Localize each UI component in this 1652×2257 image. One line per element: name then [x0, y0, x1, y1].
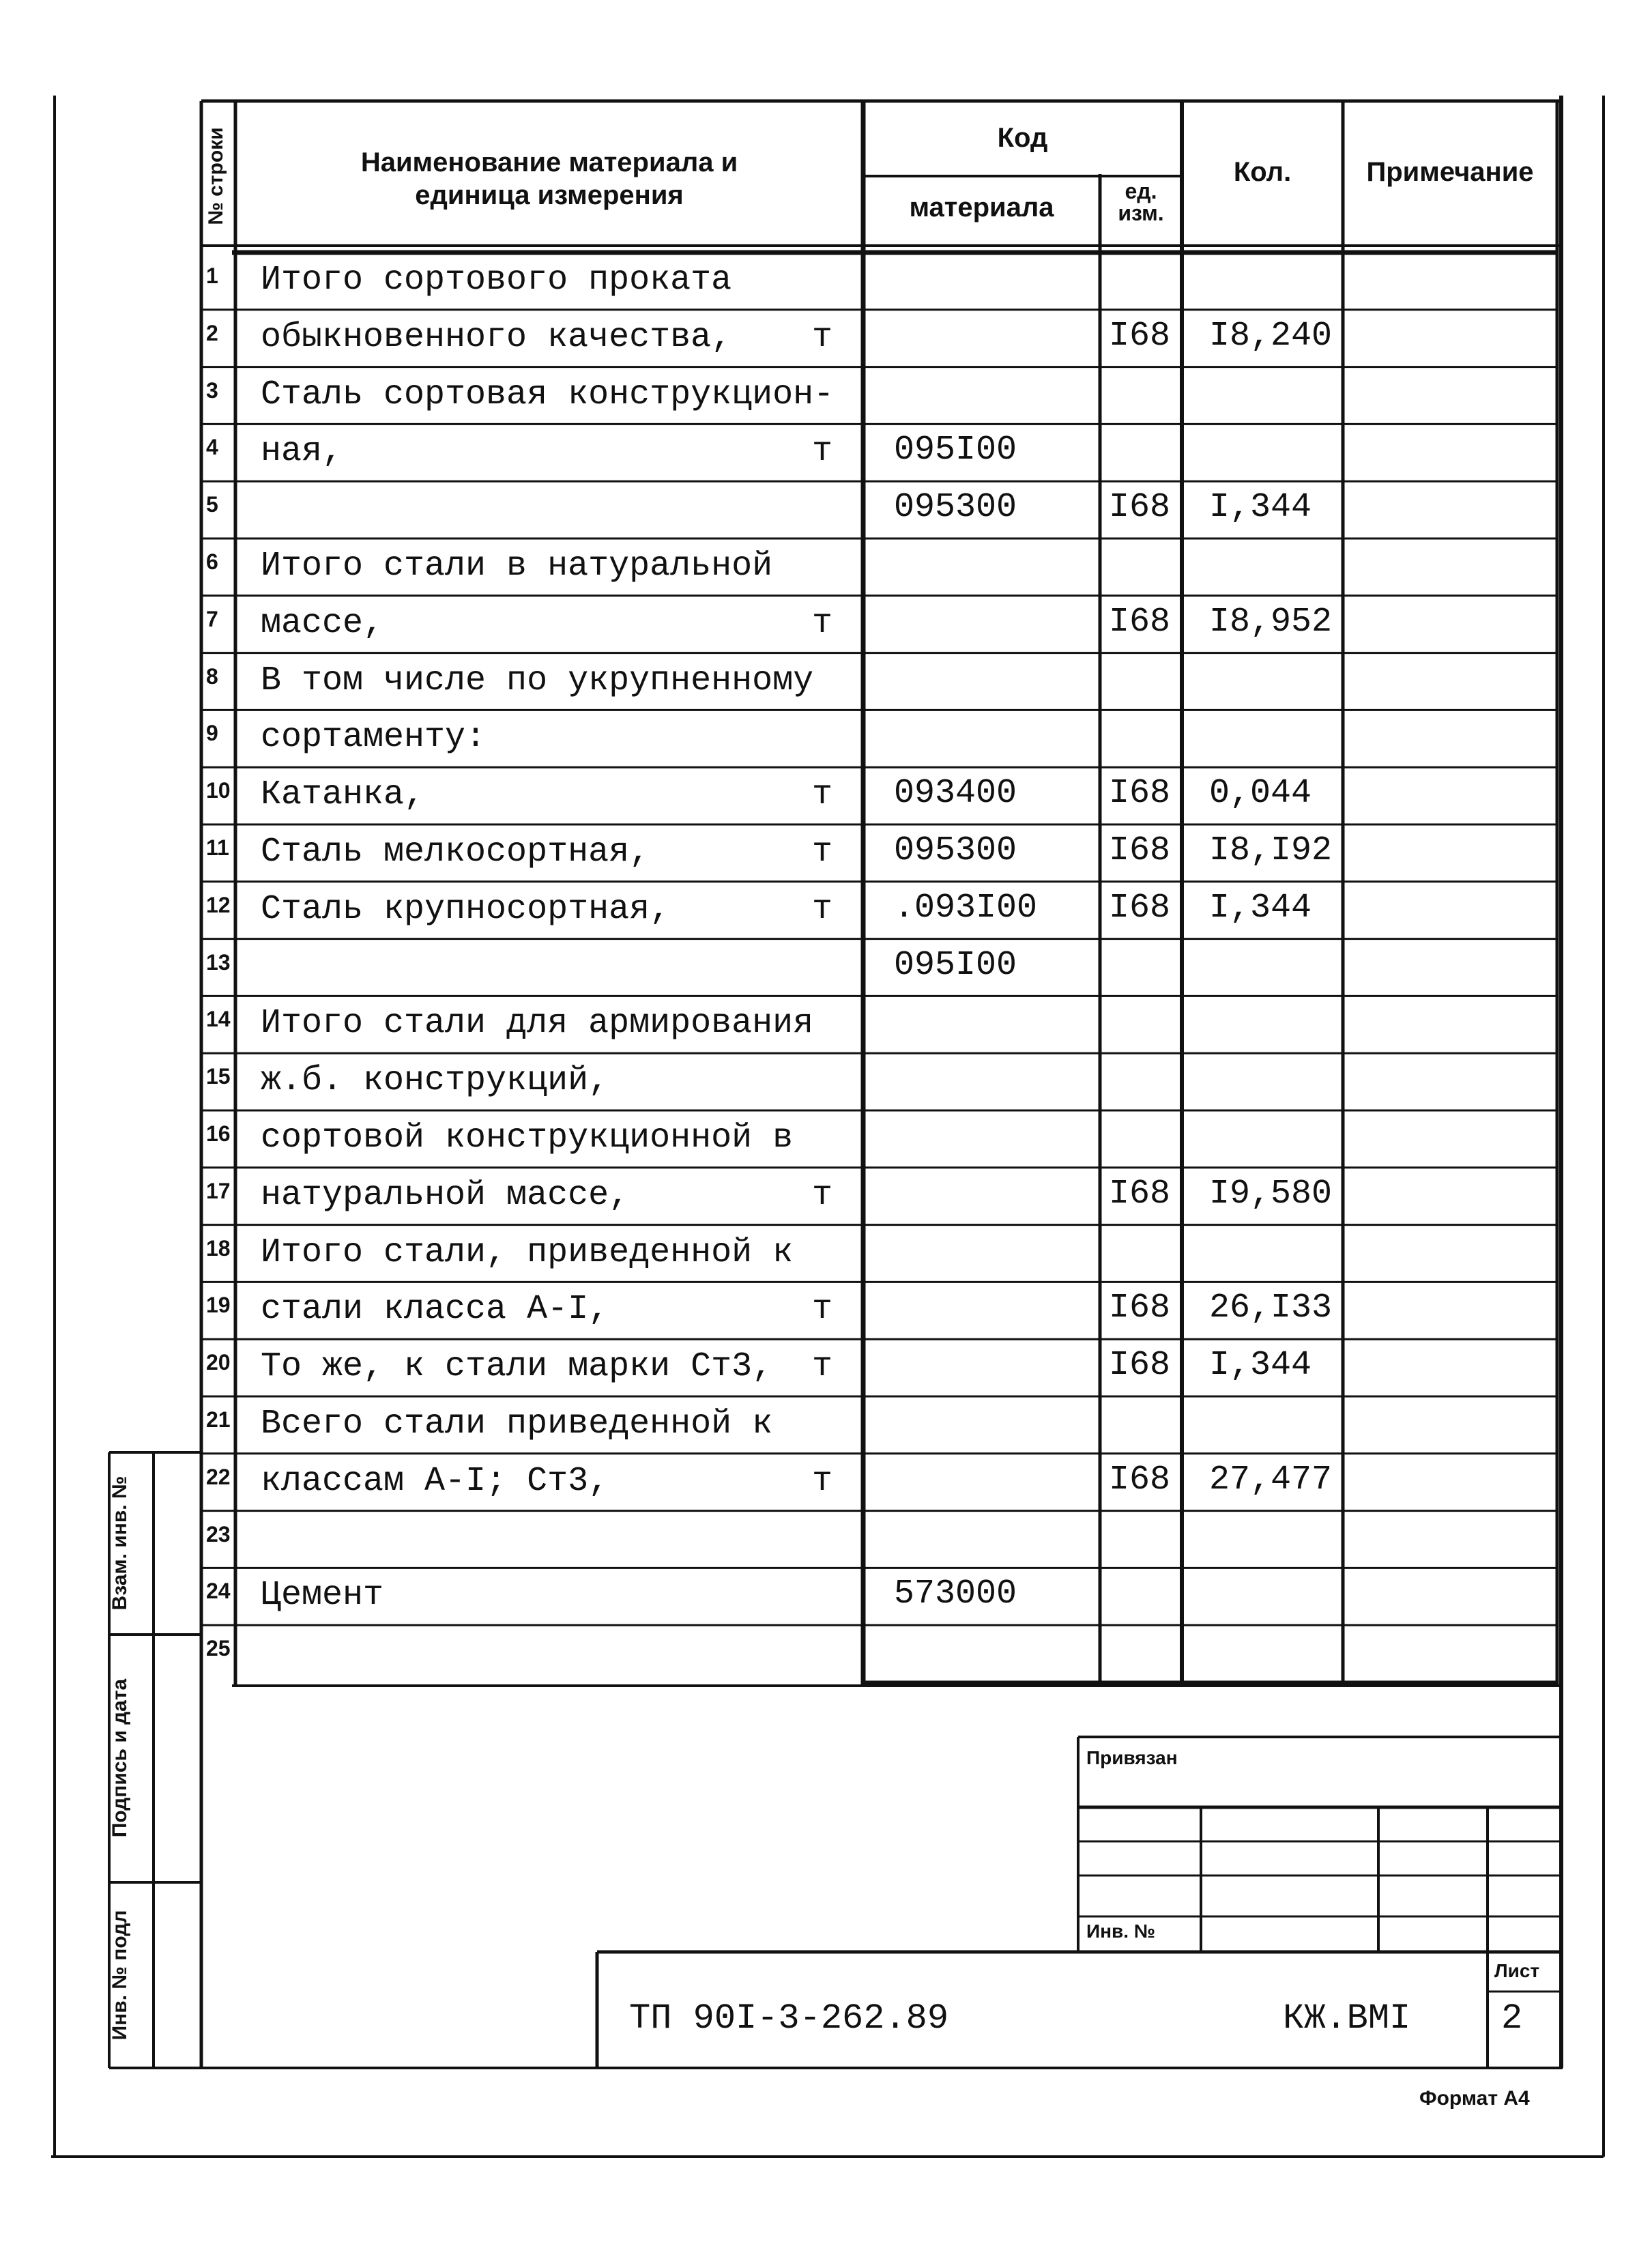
row-number: 16 — [206, 1121, 231, 1146]
row-number: 24 — [206, 1579, 231, 1604]
quantity: I,344 — [1209, 488, 1312, 528]
unit-code: I68 — [1109, 488, 1171, 528]
row-number: 7 — [206, 606, 218, 631]
material-code: 095I00 — [894, 431, 1017, 470]
row-number: 2 — [206, 320, 218, 345]
inventory-number-label: Инв. № — [1086, 1921, 1156, 1942]
measure-unit: т — [812, 889, 833, 929]
measure-unit: т — [812, 1290, 833, 1329]
unit-code: I68 — [1109, 1174, 1171, 1213]
measure-unit: т — [812, 317, 833, 357]
row-number: 14 — [206, 1007, 231, 1032]
row-number: 5 — [206, 492, 218, 517]
measure-unit: т — [812, 1175, 833, 1215]
row-number: 10 — [206, 778, 231, 803]
row-number: 12 — [206, 892, 231, 917]
row-number: 19 — [206, 1293, 231, 1318]
quantity: 0,044 — [1209, 774, 1312, 814]
material-name: натуральной массе, — [261, 1175, 630, 1215]
row-number: 9 — [206, 721, 218, 746]
unit-header-line1: ед. — [1125, 179, 1157, 203]
code-header: Код — [997, 123, 1048, 153]
material-name: классам А-I; Ст3, — [261, 1461, 609, 1501]
quantity: I8,240 — [1209, 316, 1333, 356]
name-header-line1: Наименование материала и — [360, 147, 738, 177]
material-code: 573000 — [894, 1575, 1017, 1614]
replaced-inventory-label: Взам. инв. № — [108, 1476, 131, 1611]
row-number: 22 — [206, 1464, 231, 1489]
quantity: I,344 — [1209, 888, 1312, 928]
document-designation: ТП 90I-3-262.89 — [629, 1998, 949, 2039]
material-code-header: материала — [909, 192, 1054, 222]
measure-unit: т — [812, 432, 833, 472]
row-number: 21 — [206, 1407, 231, 1432]
row-number: 3 — [206, 377, 218, 403]
material-code: 095300 — [894, 831, 1017, 870]
material-name: Сталь крупносортная, — [261, 889, 671, 929]
unit-code: I68 — [1109, 888, 1171, 928]
original-inventory-label: Инв. № подл — [108, 1910, 131, 2041]
row-number: 23 — [206, 1521, 231, 1547]
material-name: обыкновенного качества, — [261, 317, 732, 357]
material-name: ж.б. конструкций, — [261, 1061, 609, 1101]
quantity: I8,952 — [1209, 602, 1333, 642]
unit-header-line2: изм. — [1118, 201, 1164, 225]
material-code: 095I00 — [894, 945, 1017, 985]
material-name: Катанка, — [261, 775, 425, 815]
row-number-header: № строки — [205, 127, 227, 225]
material-name: сортаменту: — [261, 718, 487, 758]
material-name: сортовой конструкционной в — [261, 1119, 794, 1158]
material-code: 095300 — [894, 488, 1017, 528]
material-name: массе, — [261, 603, 384, 643]
document-mark: КЖ.ВМI — [1283, 1998, 1411, 2039]
material-name: Итого сортового проката — [261, 261, 732, 300]
unit-code: I68 — [1109, 831, 1171, 870]
row-number: 4 — [206, 435, 218, 460]
unit-code: I68 — [1109, 602, 1171, 642]
row-number: 17 — [206, 1178, 231, 1203]
measure-unit: т — [812, 833, 833, 872]
material-name: Цемент — [261, 1576, 384, 1615]
quantity: I9,580 — [1209, 1174, 1333, 1213]
material-name: В том числе по укрупненному — [261, 661, 814, 700]
row-number: 15 — [206, 1064, 231, 1089]
unit-code: I68 — [1109, 1346, 1171, 1385]
material-code: 093400 — [894, 774, 1017, 814]
material-name: Итого стали для армирования — [261, 1004, 814, 1044]
paper-format: Формат А4 — [1419, 2087, 1530, 2110]
note-header: Примечание — [1366, 157, 1534, 187]
row-number: 18 — [206, 1235, 231, 1261]
unit-code: I68 — [1109, 1460, 1171, 1499]
material-name: То же, к стали марки Ст3, — [261, 1347, 773, 1387]
unit-code: I68 — [1109, 774, 1171, 814]
row-number: 20 — [206, 1350, 231, 1375]
sheet-number: 2 — [1501, 1998, 1523, 2039]
quantity: I8,I92 — [1209, 831, 1333, 870]
unit-code: I68 — [1109, 1289, 1171, 1328]
row-number: 13 — [206, 949, 231, 975]
name-header-line2: единица измерения — [415, 180, 684, 210]
material-name: Итого стали, приведенной к — [261, 1233, 794, 1272]
row-number: 1 — [206, 263, 218, 288]
qty-header: Кол. — [1233, 157, 1292, 187]
row-number: 8 — [206, 663, 218, 689]
row-number: 25 — [206, 1636, 231, 1661]
measure-unit: т — [812, 1461, 833, 1501]
material-name: Сталь мелкосортная, — [261, 833, 650, 872]
row-number: 11 — [206, 835, 229, 860]
signature-date-label: Подпись и дата — [108, 1678, 131, 1838]
quantity: 27,477 — [1209, 1460, 1333, 1499]
material-name: ная, — [261, 432, 343, 472]
measure-unit: т — [812, 603, 833, 643]
material-name: стали класса А-I, — [261, 1290, 609, 1329]
material-name: Всего стали приведенной к — [261, 1405, 773, 1443]
sheet-label: Лист — [1494, 1960, 1540, 1981]
material-code: .093I00 — [894, 888, 1038, 928]
measure-unit: т — [812, 1347, 833, 1387]
row-number: 6 — [206, 549, 218, 574]
measure-unit: т — [812, 775, 833, 815]
bound-label: Привязан — [1086, 1747, 1178, 1768]
unit-code: I68 — [1109, 316, 1171, 356]
quantity: I,344 — [1209, 1346, 1312, 1385]
material-name: Итого стали в натуральной — [261, 547, 773, 586]
quantity: 26,I33 — [1209, 1289, 1333, 1328]
material-name: Сталь сортовая конструкцион- — [261, 375, 835, 414]
